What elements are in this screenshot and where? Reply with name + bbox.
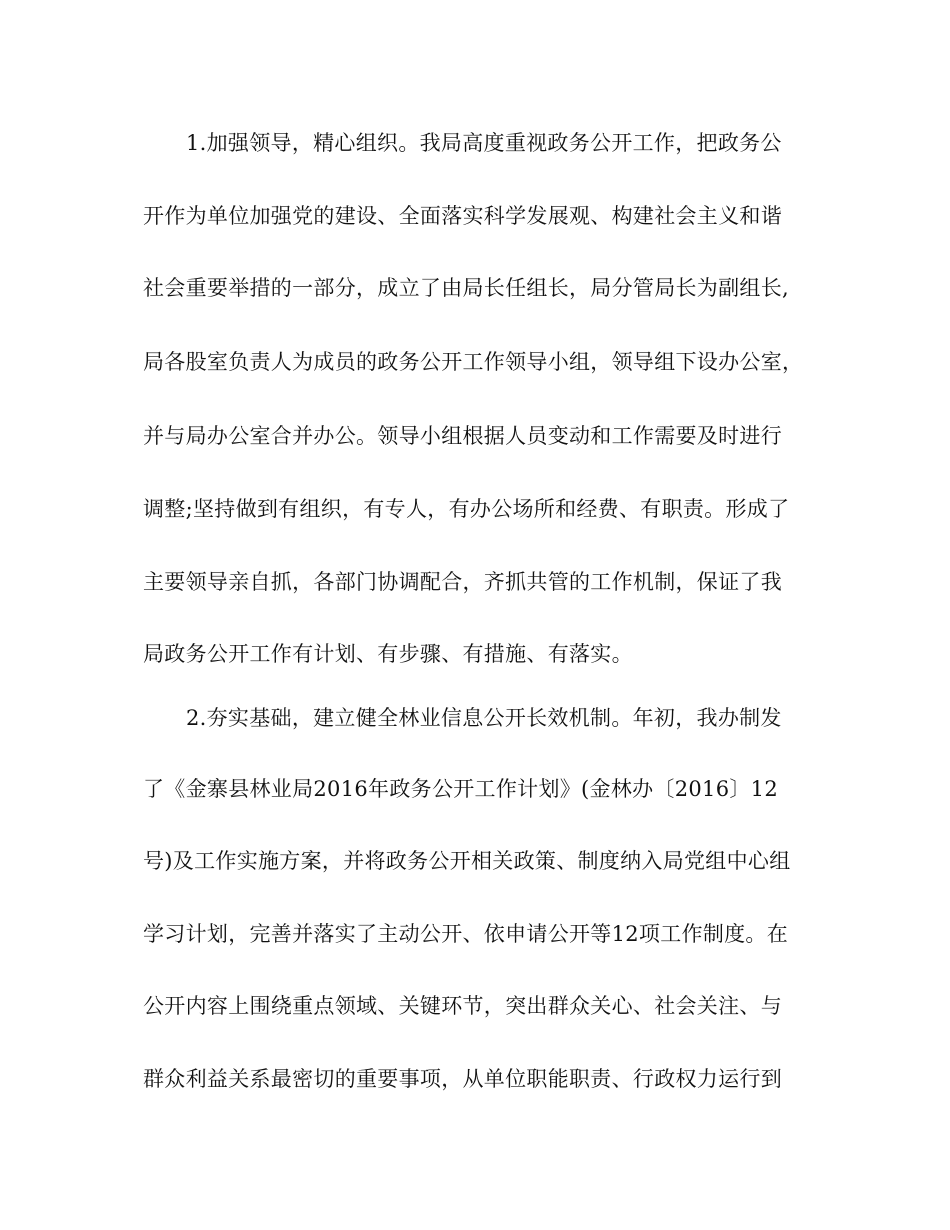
paragraph-1-line-7: 主要领导亲自抓，各部门协调配合，齐抓共管的工作机制，保证了我 — [143, 570, 782, 594]
paragraph-1-line-8: 局政务公开工作有计划、有步骤、有措施、有落实。 — [143, 642, 633, 666]
paragraph-1-line-1: 1.加强领导，精心组织。我局高度重视政务公开工作，把政务公 — [186, 131, 782, 155]
paragraph-1-line-6: 调整;坚持做到有组织，有专人，有办公场所和经费、有职责。形成了 — [143, 497, 790, 521]
paragraph-1-line-5: 并与局办公室合并办公。领导小组根据人员变动和工作需要及时进行 — [143, 424, 782, 448]
paragraph-1-line-2: 开作为单位加强党的建设、全面落实科学发展观、构建社会主义和谐 — [143, 204, 782, 228]
paragraph-2-line-6: 群众利益关系最密切的重要事项，从单位职能职责、行政权力运行到 — [143, 1067, 782, 1091]
paragraph-2-line-2: 了《金寨县林业局2016年政务公开工作计划》(金林办〔2016〕12 — [143, 777, 778, 801]
paragraph-1-line-4: 局各股室负责人为成员的政务公开工作领导小组，领导组下设办公室， — [143, 350, 804, 374]
paragraph-1-line-3: 社会重要举措的一部分，成立了由局长任组长，局分管局长为副组长, — [143, 276, 789, 300]
paragraph-2-line-3: 号)及工作实施方案，并将政务公开相关政策、制度纳入局党组中心组 — [143, 849, 791, 873]
paragraph-2-line-1: 2.夯实基础，建立健全林业信息公开长效机制。年初，我办制发 — [186, 706, 782, 730]
paragraph-2-line-4: 学习计划，完善并落实了主动公开、依申请公开等12项工作制度。在 — [143, 922, 789, 946]
paragraph-2-line-5: 公开内容上围绕重点领域、关键环节，突出群众关心、社会关注、与 — [143, 994, 782, 1018]
